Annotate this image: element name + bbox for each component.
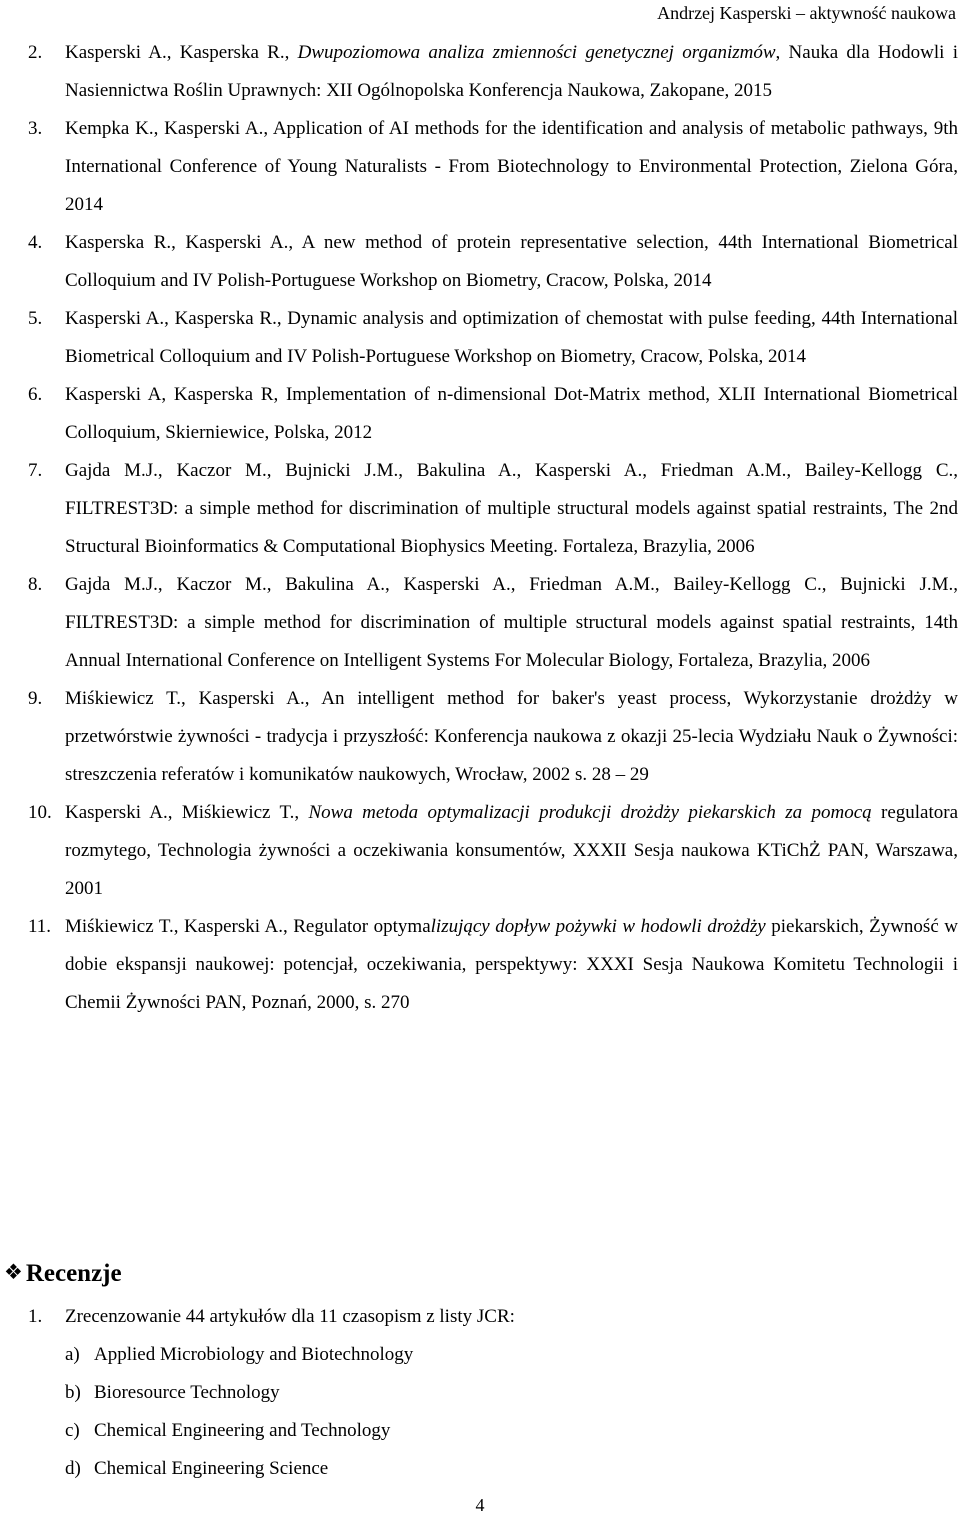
journal-item [0, 1450, 960, 1488]
journal-name: Chemical Engineering and Technology [94, 1420, 391, 1441]
publication-item [0, 566, 960, 680]
item-details: regulatora rozmytego, Technologia żywności a oczekiwania konsumentów, XXXII Sesja naukowa KTiChŻ PAN, Warszawa, 2001 [65, 802, 959, 899]
item-authors: Gajda M.J., Kaczor M., Bujnicki J.M., Bakulina A., Kasperski A., Friedman A.M., Bailey-Kellogg C. [65, 460, 954, 481]
journal-item [0, 1336, 960, 1374]
item-details: piekarskich, Żywność w dobie ekspansji naukowej: potencjał, oczekiwania, perspektywy: XXXI Sesja Naukowa Komitetu Technologii i Chemii Żywności PAN, Poznań, 2000, s. 270 [65, 916, 958, 1013]
item-number: 10. [28, 802, 52, 823]
publication-item [0, 376, 960, 452]
journal-name: Applied Microbiology and Biotechnology [94, 1344, 414, 1365]
diamond-bullet-icon: ❖ [4, 1260, 23, 1284]
publication-item [0, 794, 960, 908]
journal-name: Chemical Engineering Science [94, 1458, 329, 1479]
item-number: 8. [28, 574, 43, 595]
item-authors: Kasperska R., Kasperski A. [65, 232, 289, 253]
publication-list [0, 34, 960, 1022]
item-details: , FILTREST3D: a simple method for discrimination of multiple structural models against spatial restraints, 14th Annual International Conference on Intelligent Systems For Molecular Biology, Fortaleza, Brazylia, 2006 [65, 574, 958, 671]
item-details: , Dynamic analysis and optimization of chemostat with pulse feeding, 44th International Biometrical Colloquium and IV Polish-Portuguese Workshop on Biometry, Cracow, Polska, 2014 [65, 308, 959, 367]
journal-letter: b) [65, 1382, 81, 1403]
item-number: 9. [28, 688, 43, 709]
publication-item [0, 680, 960, 794]
reviews-list [0, 1298, 960, 1488]
item-authors: Kasperski A, Kasperska R [65, 384, 274, 405]
item-title: lizujący dopływ pożywki w hodowli drożdży [430, 916, 766, 937]
section-heading-reviews [4, 1253, 122, 1293]
journal-letter: c) [65, 1420, 80, 1441]
section-heading-text: Recenzje [25, 1260, 122, 1287]
item-authors: Kasperski A., Kasperska R., [65, 42, 298, 63]
item-title: Nowa metoda optymalizacji produkcji drożdży piekarskich za pomocą [308, 802, 872, 823]
item-details: , Application of AI methods for the identification and analysis of metabolic pathways, 9th International Conference of Young Naturalists - From Biotechnology to Environmental Protection, Zielona Góra, 2014 [65, 118, 958, 215]
item-details: , An intelligent method for baker's yeast process, Wykorzystanie drożdży w przetwórstwie żywności - tradycja i przyszłość: Konferencja naukowa z okazji 25-lecia Wydziału Nauk o Żywności: streszczenia referatów i komunikatów naukowych, Wrocław, 2002 s. 28 – 29 [65, 688, 958, 785]
journal-letter: a) [65, 1344, 80, 1365]
publication-item [0, 908, 960, 1022]
item-authors: Gajda M.J., Kaczor M., Bakulina A., Kasperski A., Friedman A.M., Bailey-Kellogg C., Bujnicki J.M. [65, 574, 954, 595]
review-item [0, 1298, 960, 1336]
item-authors: Miśkiewicz T., Kasperski A., Regulator optyma [65, 916, 431, 937]
item-number: 7. [28, 460, 43, 481]
item-number: 5. [28, 308, 43, 329]
publication-item [0, 300, 960, 376]
item-authors: Miśkiewicz T., Kasperski A. [65, 688, 305, 709]
item-authors: Kempka K., Kasperski A. [65, 118, 264, 139]
publication-item [0, 34, 960, 110]
item-number: 4. [28, 232, 43, 253]
item-details: , FILTREST3D: a simple method for discrimination of multiple structural models against spatial restraints, The 2nd Structural Bioinformatics & Computational Biophysics Meeting. Fortaleza, Brazylia, 2006 [65, 460, 958, 557]
page-number: 4 [475, 1495, 485, 1515]
item-number: 2. [28, 42, 43, 63]
item-number: 3. [28, 118, 43, 139]
item-details: , Implementation of n-dimensional Dot-Matrix method, XLII International Biometrical Colloquium, Skierniewice, Polska, 2012 [65, 384, 958, 443]
journal-name: Bioresource Technology [94, 1382, 280, 1403]
publication-item [0, 224, 960, 300]
item-number: 6. [28, 384, 43, 405]
item-number: 11. [28, 916, 52, 937]
journal-item [0, 1374, 960, 1412]
item-number: 1. [28, 1306, 43, 1327]
page-header: Andrzej Kasperski – aktywność naukowa [657, 3, 956, 23]
publication-item [0, 452, 960, 566]
item-details: , Nauka dla Hodowli i Nasiennictwa Roślin Uprawnych: XII Ogólnopolska Konferencja Naukowa, Zakopane, 2015 [65, 42, 959, 101]
review-description: Zrecenzowanie 44 artykułów dla 11 czasopism z listy JCR: [65, 1306, 515, 1327]
item-title: Dwupoziomowa analiza zmienności genetycznej organizmów [297, 42, 776, 63]
journal-item [0, 1412, 960, 1450]
journal-letter: d) [65, 1458, 81, 1479]
item-authors: Kasperski A., Miśkiewicz T., [65, 802, 309, 823]
item-details: , A new method of protein representative selection, 44th International Biometrical Colloquium and IV Polish-Portuguese Workshop on Biometry, Cracow, Polska, 2014 [65, 232, 958, 291]
publication-item [0, 110, 960, 224]
item-authors: Kasperski A., Kasperska R. [65, 308, 277, 329]
